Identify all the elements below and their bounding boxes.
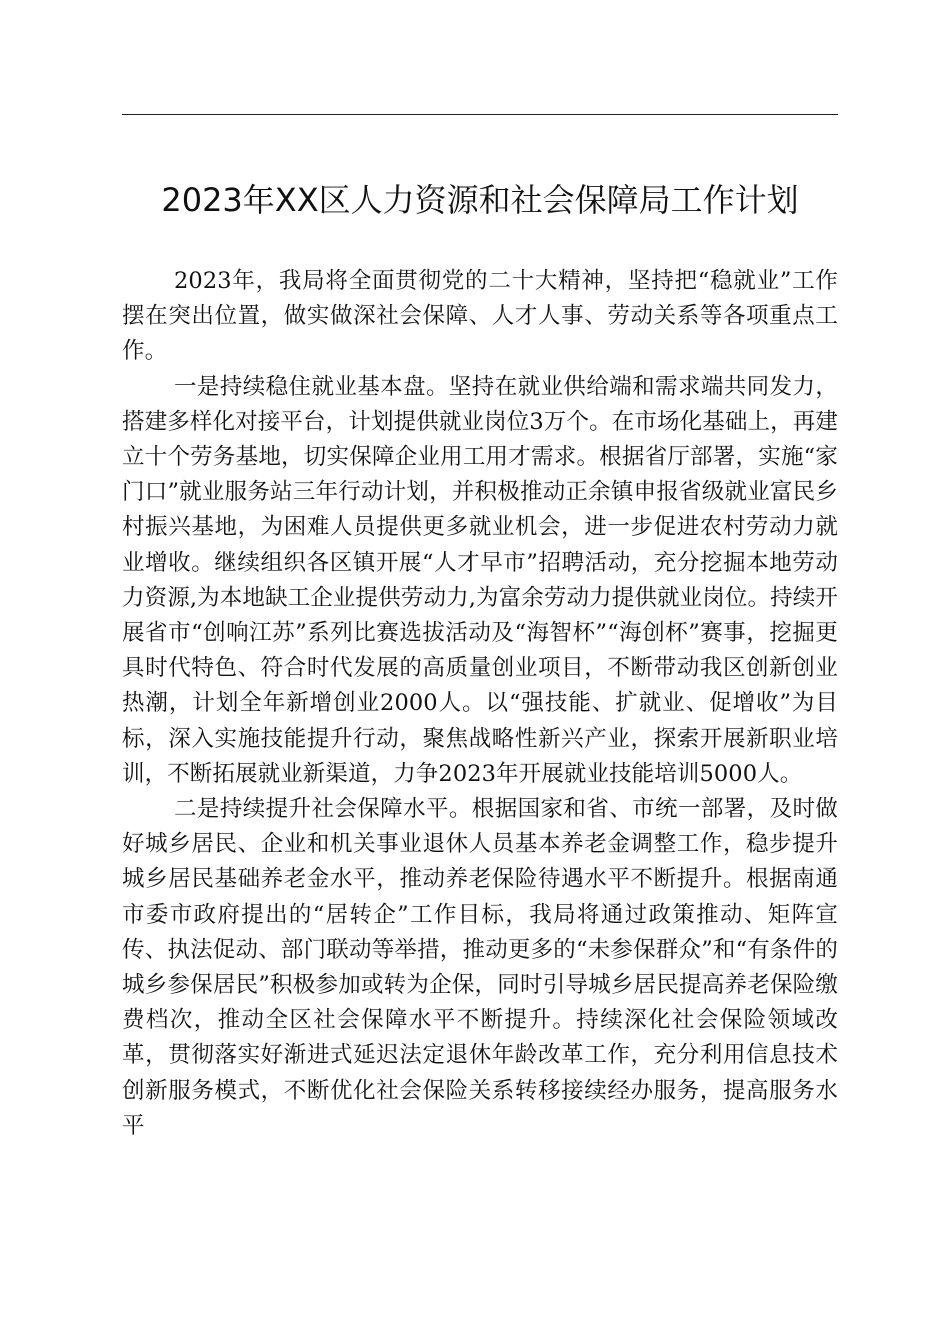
- document-body: [122, 264, 838, 1144]
- document-title: 2023年XX区人力资源和社会保障局工作计划: [161, 181, 799, 219]
- paragraph-social-security: 二是持续提升社会保障水平。根据国家和省、市统一部署，及时做好城乡居民、企业和机关事业退休人员基本养老金调整工作，稳步提升城乡居民基础养老金水平，推动养老保险待遇水平不断提升。根据南通市委市政府提出的“居转企”工作目标，我局将通过政策推动、矩阵宣传、执法促动、部门联动等举措，推动更多的“未参保群众”和“有条件的城乡参保居民”积极参加或转为企保，同时引导城乡居民提高养老保险缴费档次，推动全区社会保障水平不断提升。持续深化社会保险领域改革，贯彻落实好渐进式延迟法定退休年龄改革工作，充分利用信息技术创新服务模式，不断优化社会保险关系转移接续经办服务，提高服务水平: [122, 796, 838, 1139]
- paragraph-employment: 一是持续稳住就业基本盘。坚持在就业供给端和需求端共同发力，搭建多样化对接平台，计划提供就业岗位3万个。在市场化基础上，再建立十个劳务基地，切实保障企业用工用才需求。根据省厅部署，实施“家门口”就业服务站三年行动计划，并积极推动正余镇申报省级就业富民乡村振兴基地，为困难人员提供更多就业机会，进一步促进农村劳动力就业增收。继续组织各区镇开展“人才早市”招聘活动，充分挖掘本地劳动力资源,为本地缺工企业提供劳动力,为富余劳动力提供就业岗位。持续开展省市“创响江苏”系列比赛选拔活动及“海智杯”“海创杯”赛事，挖掘更具时代特色、符合时代发展的高质量创业项目，不断带动我区创新创业热潮，计划全年新增创业2000人。以“强技能、扩就业、促增收”为目标，深入实施技能提升行动，聚焦战略性新兴产业，探索开展新职业培训，不断拓展就业新渠道，力争2023年开展就业技能培训5000人。: [122, 373, 838, 787]
- header-rule: [122, 114, 838, 115]
- paragraph-intro: 2023年，我局将全面贯彻党的二十大精神，坚持把“稳就业”工作摆在突出位置，做实做深社会保障、人才人事、劳动关系等各项重点工作。: [122, 268, 838, 365]
